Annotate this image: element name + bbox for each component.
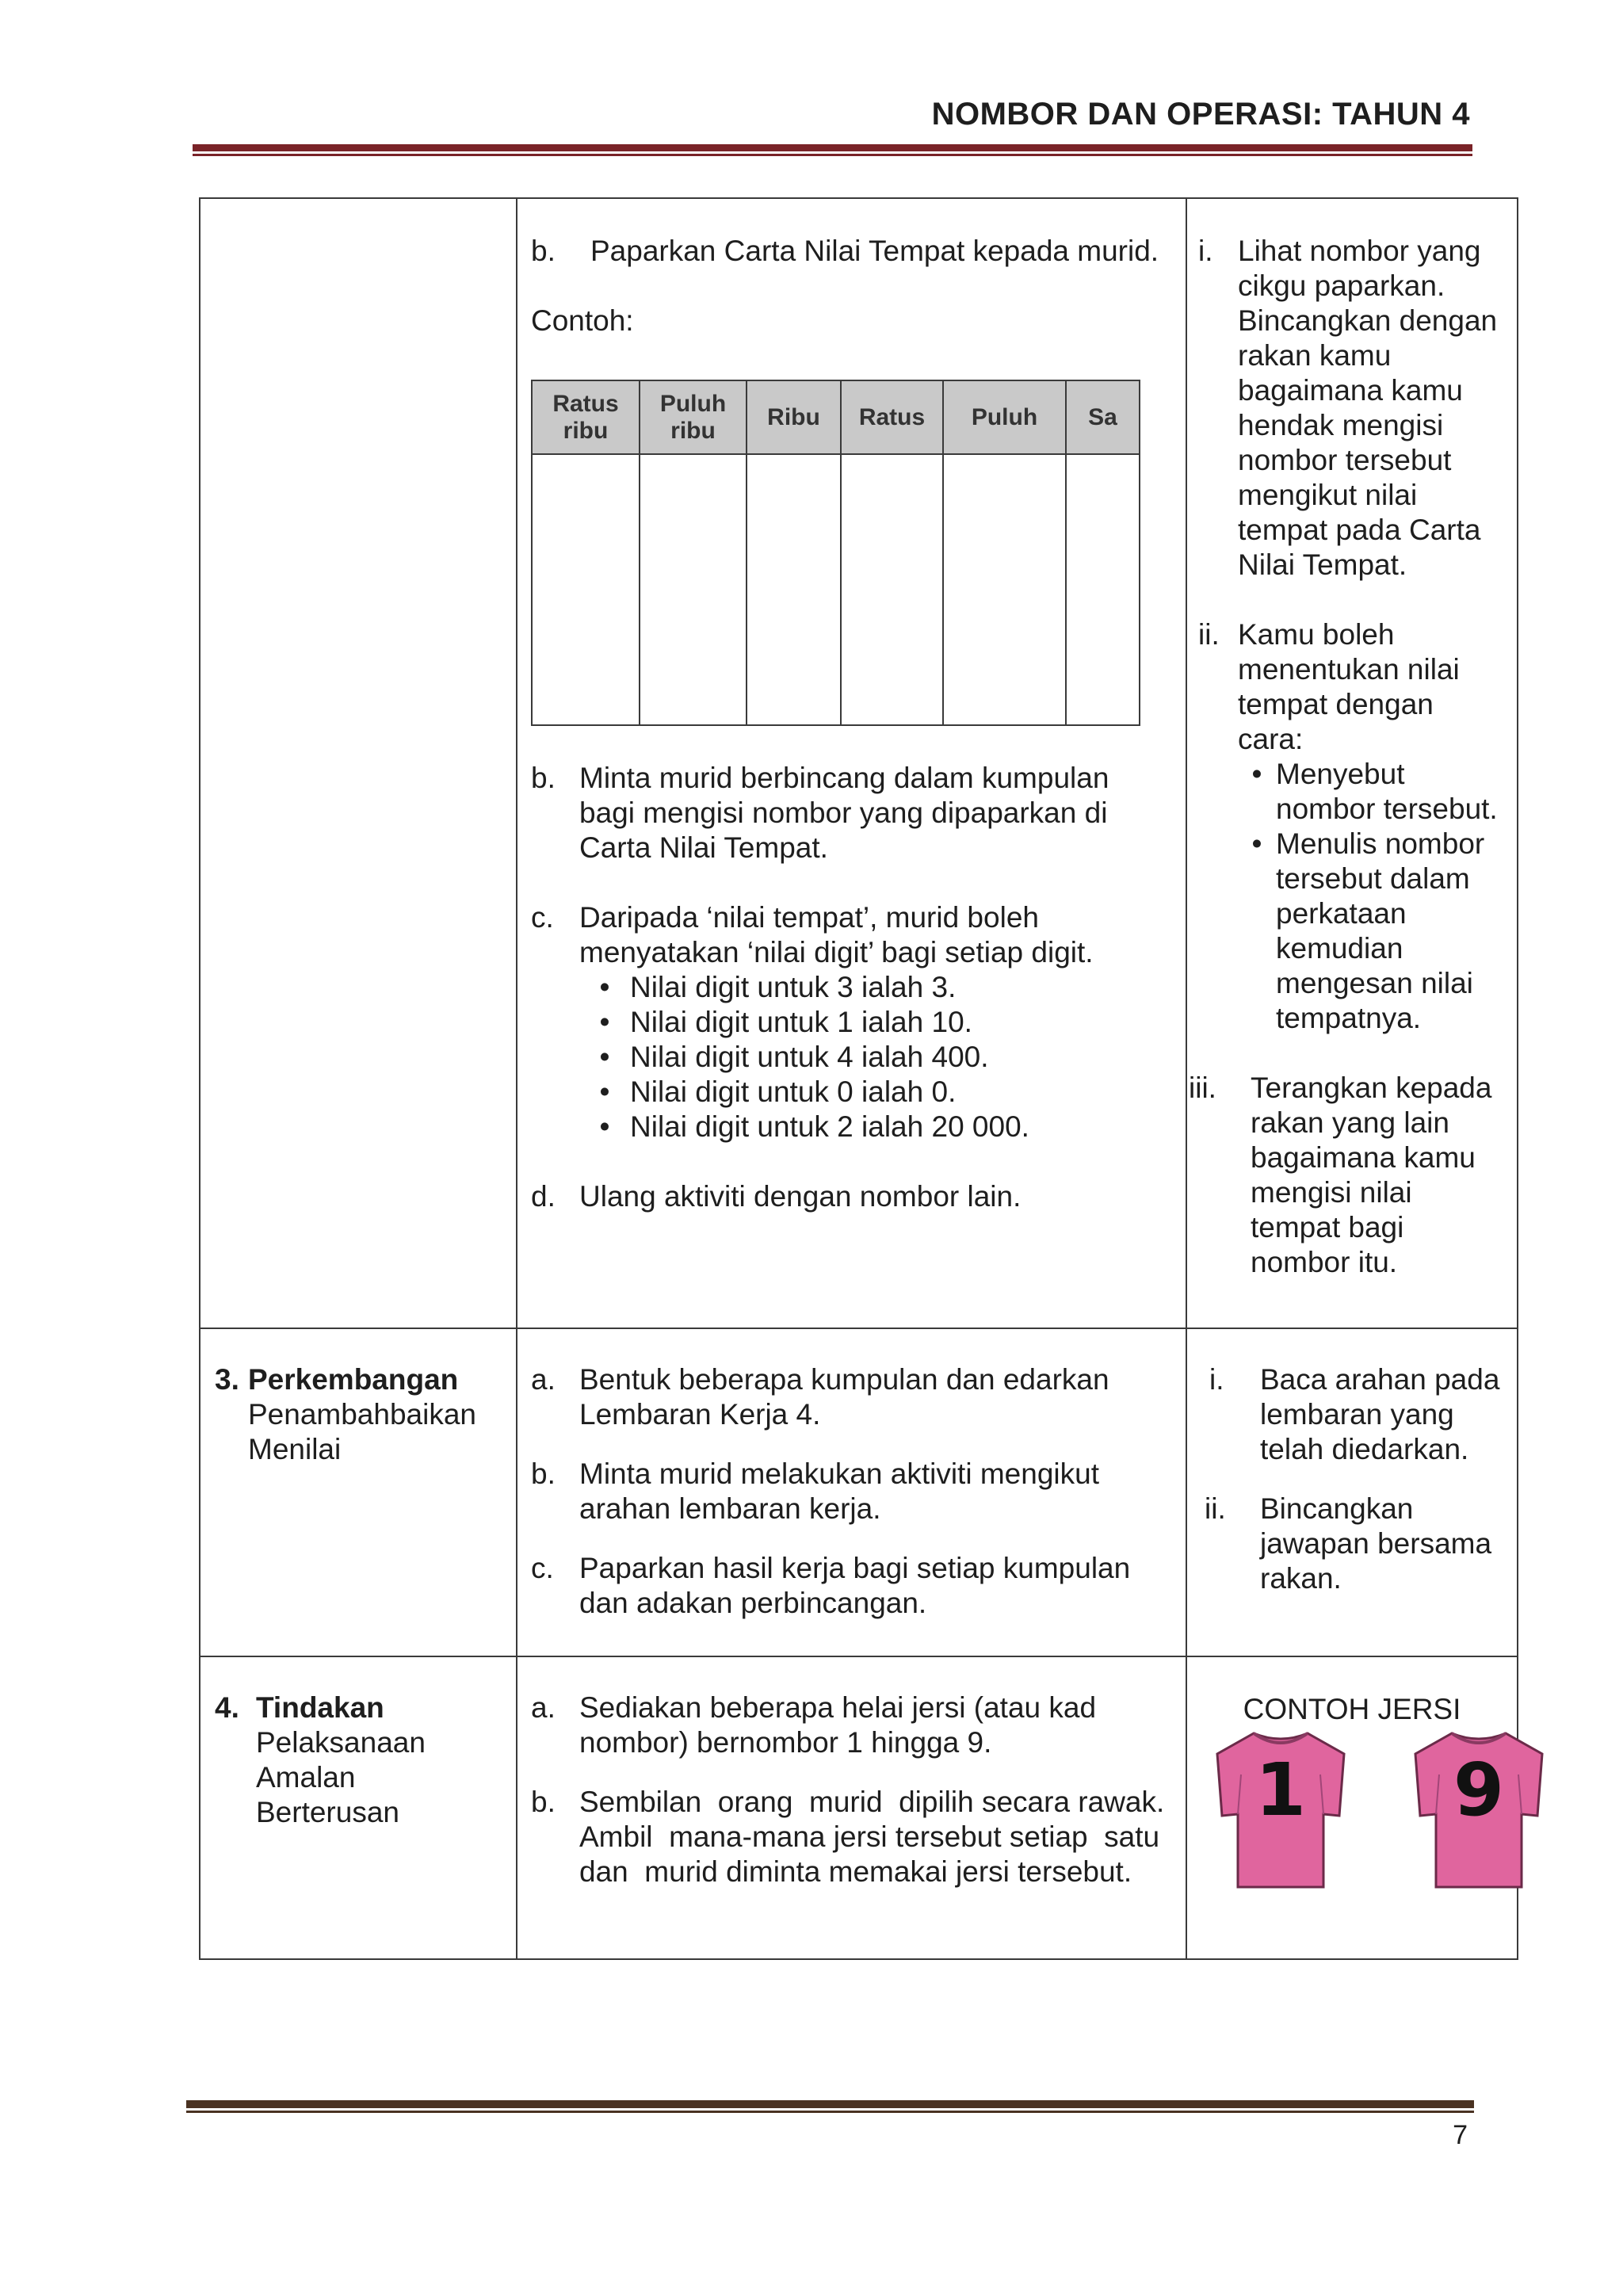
- item-text: Minta murid berbincang dalam kumpulan bagi mengisi nombor yang dipaparkan di Carta Nilai Tempat.: [579, 762, 1109, 864]
- stage-cell: [200, 1656, 517, 1959]
- list-item: [1198, 617, 1506, 1036]
- list-item: [1198, 234, 1506, 583]
- teacher-activity-cell: [517, 198, 1186, 1328]
- place-value-cell: [640, 454, 747, 725]
- item-label: ii.: [1205, 1492, 1226, 1525]
- item-text: Paparkan hasil kerja bagi setiap kumpulan dan adakan perbincangan.: [579, 1552, 1131, 1619]
- place-value-cell: [532, 454, 640, 725]
- list-item: [531, 1551, 1168, 1621]
- list-item: [531, 1690, 1168, 1760]
- item-label: a.: [531, 1691, 556, 1724]
- student-activity-cell: [1186, 1328, 1518, 1656]
- example-label: Contoh:: [531, 304, 634, 337]
- stage-subtitle: Berterusan: [256, 1796, 399, 1828]
- header-rule-thin: [193, 154, 1472, 156]
- teacher-activity-cell: [517, 1656, 1186, 1959]
- item-label: c.: [531, 901, 554, 934]
- stage-subtitle: Amalan: [256, 1761, 356, 1794]
- bullet-icon: •: [599, 971, 610, 1003]
- footer-rule: [186, 2100, 1474, 2108]
- item-label: b.: [531, 1457, 556, 1490]
- item-text: Sembilan orang murid dipilih secara rawak. Ambil mana-mana jersi tersebut setiap satu dan murid diminta memakai jersi tersebut.: [579, 1786, 1176, 1888]
- item-text: Minta murid melakukan aktiviti mengikut arahan lembaran kerja.: [579, 1457, 1099, 1525]
- place-value-cell: [747, 454, 841, 725]
- bullet-icon: •: [599, 1110, 610, 1143]
- place-value-header: Sa: [1066, 380, 1140, 454]
- list-item: [531, 1362, 1168, 1432]
- item-label: b.: [531, 762, 556, 794]
- stage-title: Perkembangan: [248, 1363, 459, 1396]
- place-value-header: Puluh: [943, 380, 1066, 454]
- item-text: Sediakan beberapa helai jersi (atau kad nombor) bernombor 1 hingga 9.: [579, 1691, 1097, 1759]
- item-label: i.: [1209, 1363, 1224, 1396]
- list-item: [531, 761, 1168, 865]
- place-value-header: Ratus ribu: [532, 380, 640, 454]
- list-item: • Nilai digit untuk 2 ialah 20 000.: [579, 1110, 1168, 1144]
- item-text: Bentuk beberapa kumpulan dan edarkan Lembaran Kerja 4.: [579, 1363, 1109, 1431]
- lesson-table: [199, 197, 1518, 1960]
- list-item: [531, 1179, 1168, 1214]
- item-label: ii.: [1198, 618, 1220, 651]
- bullet-icon: •: [599, 1075, 610, 1108]
- bullet-icon: •: [599, 1006, 610, 1038]
- jersey-examples: [1198, 1727, 1506, 1909]
- place-value-header: Ribu: [747, 380, 841, 454]
- list-item: [531, 234, 1168, 269]
- student-activity-cell: [1186, 1656, 1518, 1959]
- list-item: [531, 900, 1168, 1144]
- item-text: Ulang aktiviti dengan nombor lain.: [579, 1180, 1022, 1213]
- item-label: a.: [531, 1363, 556, 1396]
- list-item: [1189, 1071, 1506, 1280]
- item-text: Bincangkan jawapan bersama rakan.: [1260, 1492, 1492, 1595]
- stage-title: Tindakan: [256, 1691, 384, 1724]
- jersey-number: 1: [1254, 1748, 1306, 1832]
- jersey-image: [1411, 1727, 1547, 1893]
- place-value-header: Ratus: [841, 380, 943, 454]
- table-row: [200, 1328, 1518, 1656]
- jersey-image: [1212, 1727, 1349, 1893]
- item-label: iii.: [1189, 1072, 1216, 1104]
- item-text: Daripada ‘nilai tempat’, murid boleh menyatakan ‘nilai digit’ bagi setiap digit.: [579, 901, 1094, 968]
- student-activity-cell: [1186, 198, 1518, 1328]
- list-item: • Nilai digit untuk 0 ialah 0.: [579, 1075, 1168, 1110]
- stage-cell: [200, 198, 517, 1328]
- jersey-example-title: CONTOH JERSI: [1243, 1693, 1461, 1725]
- jersey-number: 9: [1453, 1748, 1504, 1832]
- item-label: c.: [531, 1552, 554, 1584]
- list-item: • Menyebut nombor tersebut.: [1238, 757, 1506, 827]
- bullet-icon: •: [1251, 827, 1262, 860]
- stage-cell: [200, 1328, 517, 1656]
- item-label: d.: [531, 1180, 556, 1213]
- list-item: • Nilai digit untuk 3 ialah 3.: [579, 970, 1168, 1005]
- list-item: • Nilai digit untuk 4 ialah 400.: [579, 1040, 1168, 1075]
- list-item: [531, 1457, 1168, 1526]
- footer-rule-thin: [186, 2111, 1474, 2113]
- stage-subtitle: Pelaksanaan: [256, 1726, 426, 1759]
- table-row: [200, 198, 1518, 1328]
- stage-heading: 4. Tindakan: [215, 1691, 384, 1724]
- list-item: [1198, 1492, 1506, 1596]
- item-text: Lihat nombor yang cikgu paparkan. Bincangkan dengan rakan kamu bagaimana kamu hendak mengisi nombor tersebut mengikut nilai tempat pada Carta Nilai Tempat.: [1238, 235, 1498, 581]
- teacher-activity-cell: [517, 1328, 1186, 1656]
- item-text: Paparkan Carta Nilai Tempat kepada murid.: [590, 235, 1159, 267]
- stage-heading: 3. Perkembangan: [215, 1363, 459, 1396]
- page-header-title: NOMBOR DAN OPERASI: TAHUN 4: [931, 97, 1470, 132]
- place-value-chart: [531, 380, 1140, 726]
- bullet-icon: •: [599, 1041, 610, 1073]
- item-label: b.: [531, 235, 556, 267]
- place-value-header: Puluh ribu: [640, 380, 747, 454]
- list-item: • Menulis nombor tersebut dalam perkataan kemudian mengesan nilai tempatnya.: [1238, 827, 1506, 1036]
- item-text: Kamu boleh menentukan nilai tempat dengan cara:: [1238, 618, 1460, 755]
- item-label: i.: [1198, 235, 1213, 267]
- place-value-cell: [1066, 454, 1140, 725]
- list-item: [531, 1785, 1176, 1889]
- place-value-cell: [943, 454, 1066, 725]
- list-item: • Nilai digit untuk 1 ialah 10.: [579, 1005, 1168, 1040]
- method-list: [1238, 757, 1506, 1036]
- place-value-cell: [841, 454, 943, 725]
- page-number: 7: [1453, 2120, 1468, 2150]
- stage-subtitle: Menilai: [248, 1433, 342, 1465]
- table-row: [200, 1656, 1518, 1959]
- item-text: Baca arahan pada lembaran yang telah diedarkan.: [1260, 1363, 1500, 1465]
- item-label: b.: [531, 1786, 556, 1818]
- stage-subtitle: Penambahbaikan: [248, 1398, 476, 1431]
- digit-value-list: [579, 970, 1168, 1144]
- list-item: [1198, 1362, 1506, 1467]
- header-rule: [193, 144, 1472, 151]
- bullet-icon: •: [1251, 758, 1262, 790]
- item-text: Terangkan kepada rakan yang lain bagaimana kamu mengisi nilai tempat bagi nombor itu.: [1251, 1072, 1492, 1278]
